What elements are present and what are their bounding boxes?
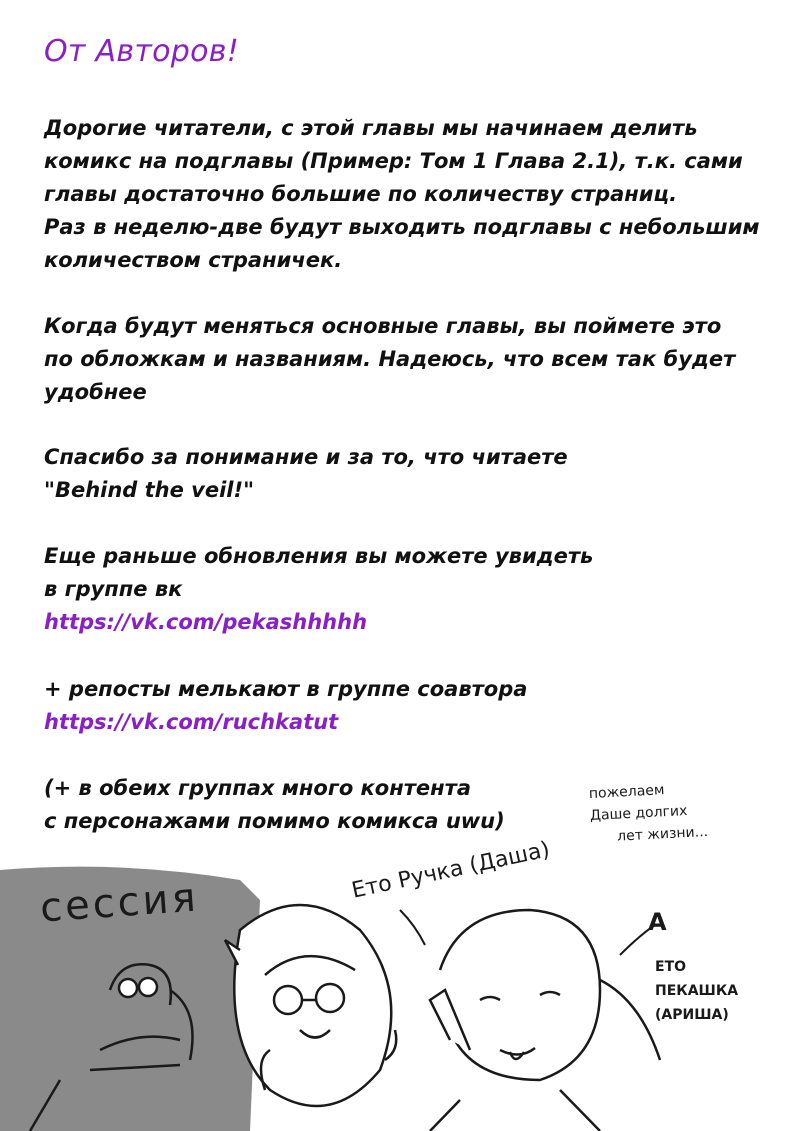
paragraph-line: Дорогие читатели, с этой главы мы начинаем делить [44, 116, 698, 140]
label-ruchka: Ето Ручка (Даша) [349, 837, 553, 904]
paragraph-line: (+ в обеих группах много контента [44, 776, 472, 800]
paragraph-line: с персонажами помимо комикса uwu) [44, 809, 505, 833]
paragraph-reposts [44, 673, 774, 739]
wish-line: лет жизни... [616, 823, 709, 845]
paragraph-line: Спасибо за понимание и за то, что читаете [44, 445, 568, 469]
paragraph-line: в группе вк [44, 577, 183, 601]
label-a: А [648, 908, 667, 936]
vk-link-ruchkatut[interactable]: https://vk.com/ruchkatut [44, 710, 339, 734]
paragraph-line: количеством страничек. [44, 248, 343, 272]
paragraph-line: + репосты мелькают в группе соавтора [44, 677, 528, 701]
paragraph-vk-group [44, 540, 774, 639]
paragraph-chapters [44, 112, 774, 277]
page-title: От Авторов! [44, 34, 240, 69]
paragraph-line: по обложкам и названиям. Надеюсь, что всем так будет [44, 347, 736, 371]
paragraph-line: главы достаточно большие по количеству страниц. [44, 182, 678, 206]
wish-line: Даше долгих [589, 802, 688, 825]
pekashka-line: (АРИША) [655, 1007, 729, 1023]
wish-note [588, 777, 708, 849]
label-session: сессия [38, 874, 201, 932]
vk-link-pekashhhhh[interactable]: https://vk.com/pekashhhhh [44, 610, 368, 634]
paragraph-main-chapters [44, 310, 774, 409]
wish-line: пожелаем [588, 782, 665, 803]
pointer-line [400, 910, 425, 945]
label-pekashka [655, 955, 738, 1027]
pekashka-line: ПЕКАШКА [655, 983, 739, 999]
paragraph-line: удобнее [44, 380, 147, 404]
paragraph-line: комикс на подглавы (Пример: Том 1 Глава 2.1), т.к. сами [44, 149, 743, 173]
pekashka-character [430, 910, 660, 1131]
pekashka-line: ЕТО [655, 959, 687, 975]
paragraph-line: Когда будут меняться основные главы, вы поймете это [44, 314, 722, 338]
paragraph-line: Еще раньше обновления вы можете увидеть [44, 544, 594, 568]
paragraph-line: Раз в неделю-две будут выходить подглавы с небольшим [44, 215, 760, 239]
paragraph-line: "Behind the veil!" [44, 478, 255, 502]
paragraph-thanks [44, 441, 774, 507]
